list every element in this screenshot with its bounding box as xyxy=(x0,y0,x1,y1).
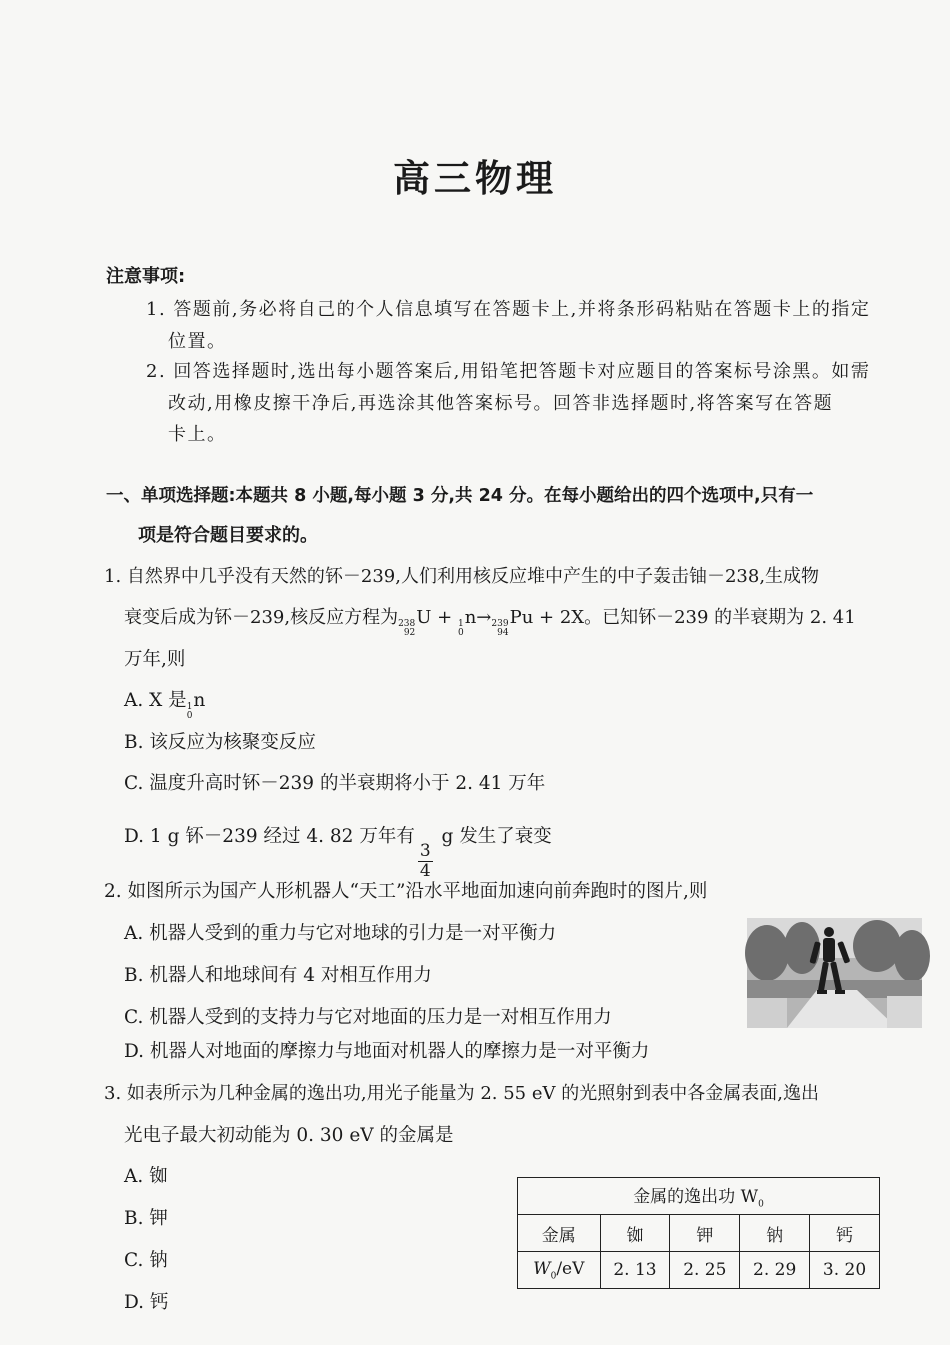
q2-stem: 2. 如图所示为国产人形机器人“天工”沿水平地面加速向前奔跑时的图片,则 xyxy=(104,881,708,902)
q2-option-d: D. 机器人对地面的摩擦力与地面对机器人的摩擦力是一对平衡力 xyxy=(124,1041,650,1062)
q3-option-c: C. 钠 xyxy=(124,1250,168,1271)
u-nuclide-numbers: 238 92 xyxy=(398,619,416,638)
metal-name: 钙 xyxy=(810,1215,880,1252)
q3-option-b: B. 钾 xyxy=(124,1208,168,1229)
q2-option-c: C. 机器人受到的支持力与它对地面的压力是一对相互作用力 xyxy=(124,1007,612,1028)
q3-stem-line-2: 光电子最大初动能为 0. 30 eV 的金属是 xyxy=(124,1125,454,1146)
value-header: $W_0/eV$ xyxy=(518,1252,601,1289)
q1-option-c: C. 温度升高时钚－239 的半衰期将小于 2. 41 万年 xyxy=(124,773,546,794)
table-row xyxy=(518,1215,880,1252)
q2-option-b: B. 机器人和地球间有 4 对相互作用力 xyxy=(124,965,432,986)
notice-item-1-line-2: 位置。 xyxy=(168,331,227,352)
work-function-table xyxy=(517,1177,880,1289)
q1-option-a: A. X 是 1 0 n xyxy=(124,690,206,721)
q3-option-d: D. 钙 xyxy=(124,1292,169,1313)
table-row xyxy=(518,1252,880,1289)
q1-option-d: D. 1 g 钚－239 经过 4. 82 万年有 $\frac{3}{4}$ g 发生了衰变 xyxy=(124,826,552,881)
notice-item-2-line-3: 卡上。 xyxy=(168,424,227,445)
robot-photo xyxy=(747,918,922,1028)
section-1-heading-line-1: 一、单项选择题:本题共 8 小题,每小题 3 分,共 24 分。在每小题给出的四个选项中,只有一 xyxy=(106,486,814,506)
q3-option-a: A. 铷 xyxy=(124,1166,168,1187)
work-function-value: 3. 20 xyxy=(810,1252,880,1289)
metal-header: 金属 xyxy=(518,1215,601,1252)
work-function-value: 2. 13 xyxy=(600,1252,670,1289)
q1-option-b: B. 该反应为核聚变反应 xyxy=(124,732,316,753)
section-1-heading-line-2: 项是符合题目要求的。 xyxy=(138,525,318,546)
metal-name: 钾 xyxy=(670,1215,740,1252)
fraction-three-quarters: $\frac{3}{4}$ xyxy=(419,841,431,881)
notice-item-2-line-2: 改动,用橡皮擦干净后,再选涂其他答案标号。回答非选择题时,将答案写在答题 xyxy=(168,393,834,414)
metal-name: 钠 xyxy=(740,1215,810,1252)
notice-heading: 注意事项: xyxy=(106,266,186,287)
n-nuclide-numbers: 1 0 xyxy=(457,619,464,638)
notice-item-1-line-1: 1. 答题前,务必将自己的个人信息填写在答题卡上,并将条形码粘贴在答题卡上的指定 xyxy=(146,299,871,320)
notice-item-2-line-1: 2. 回答选择题时,选出每小题答案后,用铅笔把答题卡对应题目的答案标号涂黑。如需 xyxy=(146,361,871,382)
q1-stem-line-2: 衰变后成为钚－239,核反应方程为 238 92 U + 1 0 n→ 239 94 Pu + 2X。已知钚－239 的半衰期为 2. 41 xyxy=(124,607,856,638)
q2-option-a: A. 机器人受到的重力与它对地球的引力是一对平衡力 xyxy=(124,923,557,944)
work-function-value: 2. 25 xyxy=(670,1252,740,1289)
metal-name: 铷 xyxy=(600,1215,670,1252)
work-function-value: 2. 29 xyxy=(740,1252,810,1289)
pu-nuclide-numbers: 239 94 xyxy=(491,619,509,638)
table-caption: 金属的逸出功 $W_0$ xyxy=(518,1178,880,1215)
q1-stem-line-3: 万年,则 xyxy=(124,649,186,670)
q3-stem-line-1: 3. 如表所示为几种金属的逸出功,用光子能量为 2. 55 eV 的光照射到表中各金属表面,逸出 xyxy=(104,1083,819,1104)
q1-stem-line-1: 1. 自然界中几乎没有天然的钚－239,人们利用核反应堆中产生的中子轰击铀－238,生成物 xyxy=(104,566,820,587)
page-title: 高三物理 xyxy=(393,157,557,200)
robot-running-image xyxy=(747,918,922,1028)
